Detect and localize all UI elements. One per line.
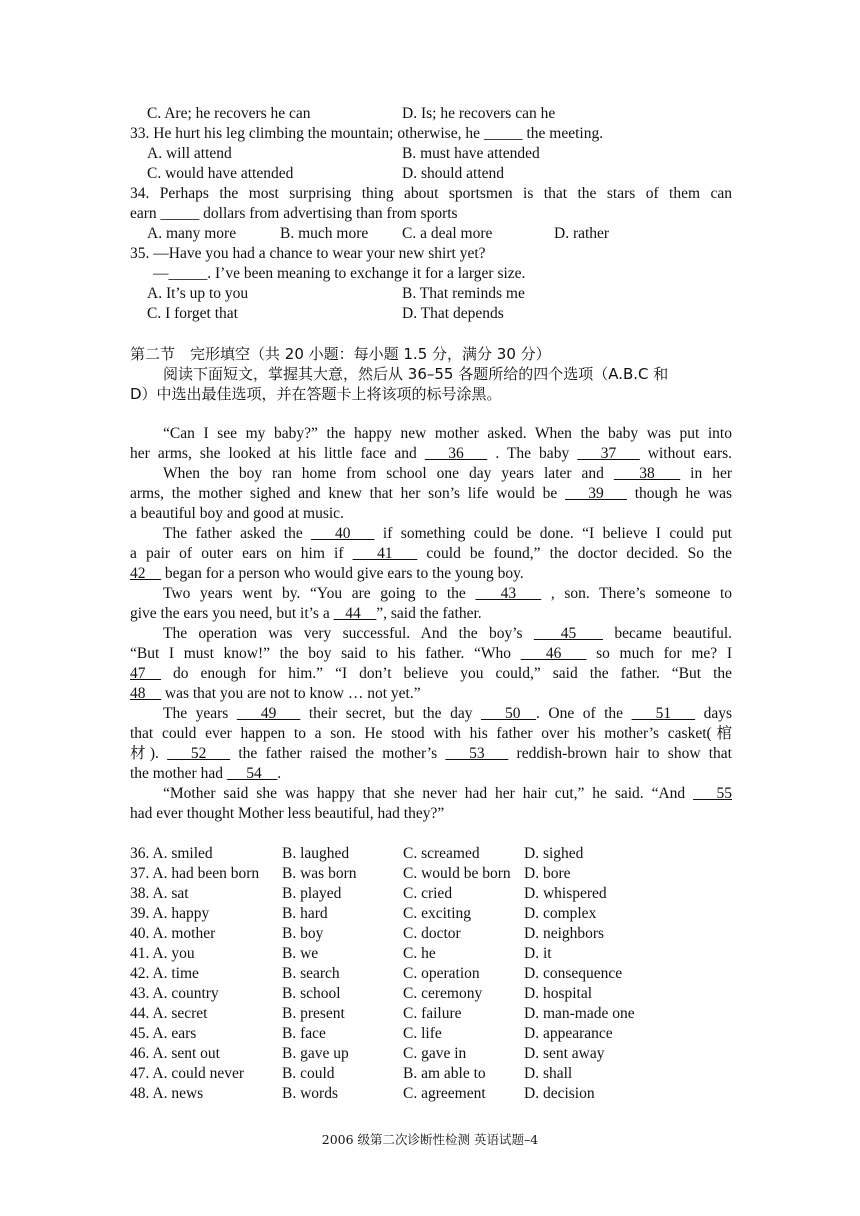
blank-42[interactable]: 42__ (130, 565, 161, 582)
blank-48[interactable]: 48__ (130, 685, 161, 702)
cloze-option-b: B. laughed (282, 845, 350, 862)
cloze-option-row (130, 904, 732, 924)
cloze-option-a: 37. A. had been born (130, 865, 260, 882)
passage-p1-line1: “Can I see my baby?” the happy new mother asked. When the baby was put into (163, 425, 732, 442)
q35-reply: —_____. I’ve been meaning to exchange it for a larger size. (153, 265, 526, 282)
cloze-option-c: C. exciting (403, 905, 472, 922)
blank-50[interactable]: __50__ (480, 705, 536, 722)
q32-options-row (130, 104, 732, 124)
section2-heading: 第二节 完形填空（共 20 小题：每小题 1.5 分，满分 30 分） (130, 345, 551, 363)
cloze-option-c: C. cried (403, 885, 453, 902)
cloze-option-a: 42. A. time (130, 965, 199, 982)
cloze-option-b: B. words (282, 1085, 338, 1102)
passage-p7-line2: had ever thought Mother less beautiful, had they?” (130, 805, 445, 822)
q33-options-row1 (130, 144, 732, 164)
cloze-option-b: B. hard (282, 905, 328, 922)
passage-p6-line4: the mother had __54__. (130, 765, 282, 782)
cloze-option-c: C. doctor (403, 925, 461, 942)
cloze-option-row (130, 984, 732, 1004)
cloze-option-b: B. face (282, 1025, 326, 1042)
passage-p4-line2: give the ears you need, but it’s a _44__”, said the father. (130, 605, 482, 622)
cloze-option-a: 48. A. news (130, 1085, 204, 1102)
blank-40[interactable]: __40__ (311, 525, 375, 542)
cloze-option-row (130, 1044, 732, 1064)
cloze-option-b: B. present (282, 1005, 345, 1022)
q33-options-row2 (130, 164, 732, 184)
q34-option-b: B. much more (280, 225, 369, 242)
cloze-option-d: D. whispered (524, 885, 607, 902)
blank-55[interactable]: __55 (693, 785, 732, 802)
cloze-option-d: D. complex (524, 905, 597, 922)
cloze-option-b: B. we (282, 945, 319, 962)
exam-page (130, 104, 732, 1104)
cloze-option-d: D. consequence (524, 965, 623, 982)
blank-38[interactable]: __38__ (613, 465, 681, 482)
cloze-option-row (130, 864, 732, 884)
blank-36[interactable]: __36__ (424, 445, 488, 462)
cloze-option-d: D. appearance (524, 1025, 613, 1042)
section2-instruction-line1: 阅读下面短文，掌握其大意，然后从 36–55 各题所给的四个选项（A.B.C 和 (163, 365, 669, 383)
cloze-option-a: 39. A. happy (130, 905, 210, 922)
cloze-option-row (130, 944, 732, 964)
q34-option-a: A. many more (147, 225, 237, 242)
passage-p5-line3: 47__ do enough for him.” “I don’t believe you could,” said the father. “But the (130, 665, 732, 682)
cloze-option-c: C. agreement (403, 1085, 486, 1102)
passage-p3-line3: 42__ began for a person who would give ears to the young boy. (130, 565, 524, 582)
cloze-option-row (130, 924, 732, 944)
cloze-option-row (130, 1004, 732, 1024)
cloze-option-row (130, 964, 732, 984)
passage-p1-line2: her arms, she looked at his little face and __36__ . The baby __37__ without ears. (130, 445, 733, 462)
cloze-option-d: D. man-made one (524, 1005, 635, 1022)
cloze-option-c: C. gave in (403, 1045, 467, 1062)
cloze-option-c: C. ceremony (403, 985, 483, 1002)
cloze-option-d: D. neighbors (524, 925, 605, 942)
passage-p5-line4: 48__ was that you are not to know … not yet.” (130, 685, 421, 702)
cloze-option-a: 38. A. sat (130, 885, 189, 902)
q34-stem-line2: earn _____ dollars from advertising than from sports (130, 205, 458, 222)
cloze-option-a: 46. A. sent out (130, 1045, 220, 1062)
cloze-option-d: D. it (524, 945, 552, 962)
cloze-option-b: B. was born (282, 865, 357, 882)
cloze-option-row (130, 884, 732, 904)
q34-option-d: D. rather (554, 225, 610, 242)
q35-option-d: D. That depends (402, 305, 504, 322)
passage-p6-line3: 材). __52__ the father raised the mother’s __53__ reddish-brown hair to show that (130, 745, 732, 762)
passage-p3-line1: The father asked the __40__ if something could be done. “I believe I could put (163, 525, 732, 542)
blank-44[interactable]: _44__ (333, 605, 377, 622)
q34-option-c: C. a deal more (402, 225, 493, 242)
passage-p5-line1: The operation was very successful. And the boy’s __45__ became beautiful. (163, 625, 733, 642)
cloze-option-b: B. gave up (282, 1045, 349, 1062)
cloze-option-a: 41. A. you (130, 945, 195, 962)
cloze-option-row (130, 1024, 732, 1044)
q33-option-a: A. will attend (147, 145, 232, 162)
cloze-option-c: B. am able to (403, 1065, 486, 1082)
blank-45[interactable]: __45__ (533, 625, 604, 642)
cloze-option-a: 40. A. mother (130, 925, 216, 942)
cloze-option-b: B. search (282, 965, 340, 982)
passage-p2-line2: arms, the mother sighed and knew that her son’s life would be __39__ though he was (130, 485, 732, 502)
passage-p3-line2: a pair of outer ears on him if __41__ could be found,” the doctor decided. So the (130, 545, 732, 562)
cloze-option-row (130, 1064, 732, 1084)
cloze-option-a: 44. A. secret (130, 1005, 208, 1022)
cloze-options (130, 844, 732, 1104)
q34-stem-line1: 34. Perhaps the most surprising thing about sportsmen is that the stars of them can (130, 185, 732, 202)
passage-p6-line2: that could ever happen to a son. He stood with his father over his mother’s casket(棺 (130, 725, 732, 742)
passage-p7-line1: “Mother said she was happy that she never had her hair cut,” he said. “And __55 (163, 785, 732, 802)
cloze-option-row (130, 1084, 732, 1104)
cloze-option-a: 36. A. smiled (130, 845, 213, 862)
cloze-option-c: C. operation (403, 965, 480, 982)
passage-p4-line1: Two years went by. “You are going to the __43__ , son. There’s someone to (163, 585, 733, 602)
section2-instruction-line2: D）中选出最佳选项，并在答题卡上将该项的标号涂黑。 (130, 385, 502, 403)
blank-37[interactable]: __37__ (577, 445, 640, 462)
q35-options-row1 (130, 284, 732, 304)
cloze-option-d: D. decision (524, 1085, 595, 1102)
cloze-option-d: D. shall (524, 1065, 573, 1082)
q33-stem: 33. He hurt his leg climbing the mountain; otherwise, he _____ the meeting. (130, 125, 604, 142)
q32-option-d: D. Is; he recovers can he (402, 105, 556, 122)
q35-options-row2 (130, 304, 732, 324)
blank-47[interactable]: 47__ (130, 665, 161, 682)
blank-54[interactable]: __54__ (226, 765, 278, 782)
blank-53[interactable]: __53__ (445, 745, 509, 762)
q33-option-c: C. would have attended (147, 165, 294, 182)
blank-51[interactable]: __51__ (631, 705, 696, 722)
passage-p5-line2: “But I must know!” the boy said to his father. “Who __46__ so much for me? I (130, 645, 732, 662)
blank-43[interactable]: __43__ (475, 585, 542, 602)
q35-option-c: C. I forget that (147, 305, 238, 322)
cloze-option-b: B. could (282, 1065, 335, 1082)
cloze-option-c: C. failure (403, 1005, 462, 1022)
blank-41[interactable]: __41__ (352, 545, 418, 562)
q33-option-b: B. must have attended (402, 145, 540, 162)
cloze-option-a: 43. A. country (130, 985, 219, 1002)
cloze-option-d: D. sighed (524, 845, 584, 862)
q34-options-row (130, 224, 732, 244)
cloze-option-b: B. played (282, 885, 342, 902)
q33-option-d: D. should attend (402, 165, 505, 182)
blank-52[interactable]: __52__ (167, 745, 231, 762)
cloze-option-c: C. would be born (403, 865, 511, 882)
q35-option-a: A. It’s up to you (147, 285, 249, 302)
blank-39[interactable]: __39__ (565, 485, 627, 502)
cloze-option-c: C. he (403, 945, 436, 962)
cloze-option-a: 45. A. ears (130, 1025, 197, 1042)
cloze-option-d: D. hospital (524, 985, 593, 1002)
cloze-option-c: C. screamed (403, 845, 480, 862)
q35-stem: 35. —Have you had a chance to wear your new shirt yet? (130, 245, 486, 262)
blank-46[interactable]: __46__ (520, 645, 587, 662)
cloze-option-row (130, 844, 732, 864)
cloze-option-d: D. bore (524, 865, 571, 882)
passage-p2-line1: When the boy ran home from school one day years later and __38__ in her (163, 465, 732, 482)
cloze-option-a: 47. A. could never (130, 1065, 245, 1082)
page-footer: 2006 级第二次诊断性检测 英语试题–4 (321, 1132, 539, 1147)
passage-p2-line3: a beautiful boy and good at music. (130, 505, 344, 522)
passage-p6-line1: The years __49__ their secret, but the day __50__. One of the __51__ days (163, 705, 733, 722)
blank-49[interactable]: __49__ (236, 705, 301, 722)
q32-option-c: C. Are; he recovers he can (147, 105, 311, 122)
q35-option-b: B. That reminds me (402, 285, 525, 302)
cloze-option-c: C. life (403, 1025, 442, 1042)
cloze-option-b: B. boy (282, 925, 324, 942)
cloze-option-d: D. sent away (524, 1045, 605, 1062)
cloze-option-b: B. school (282, 985, 341, 1002)
